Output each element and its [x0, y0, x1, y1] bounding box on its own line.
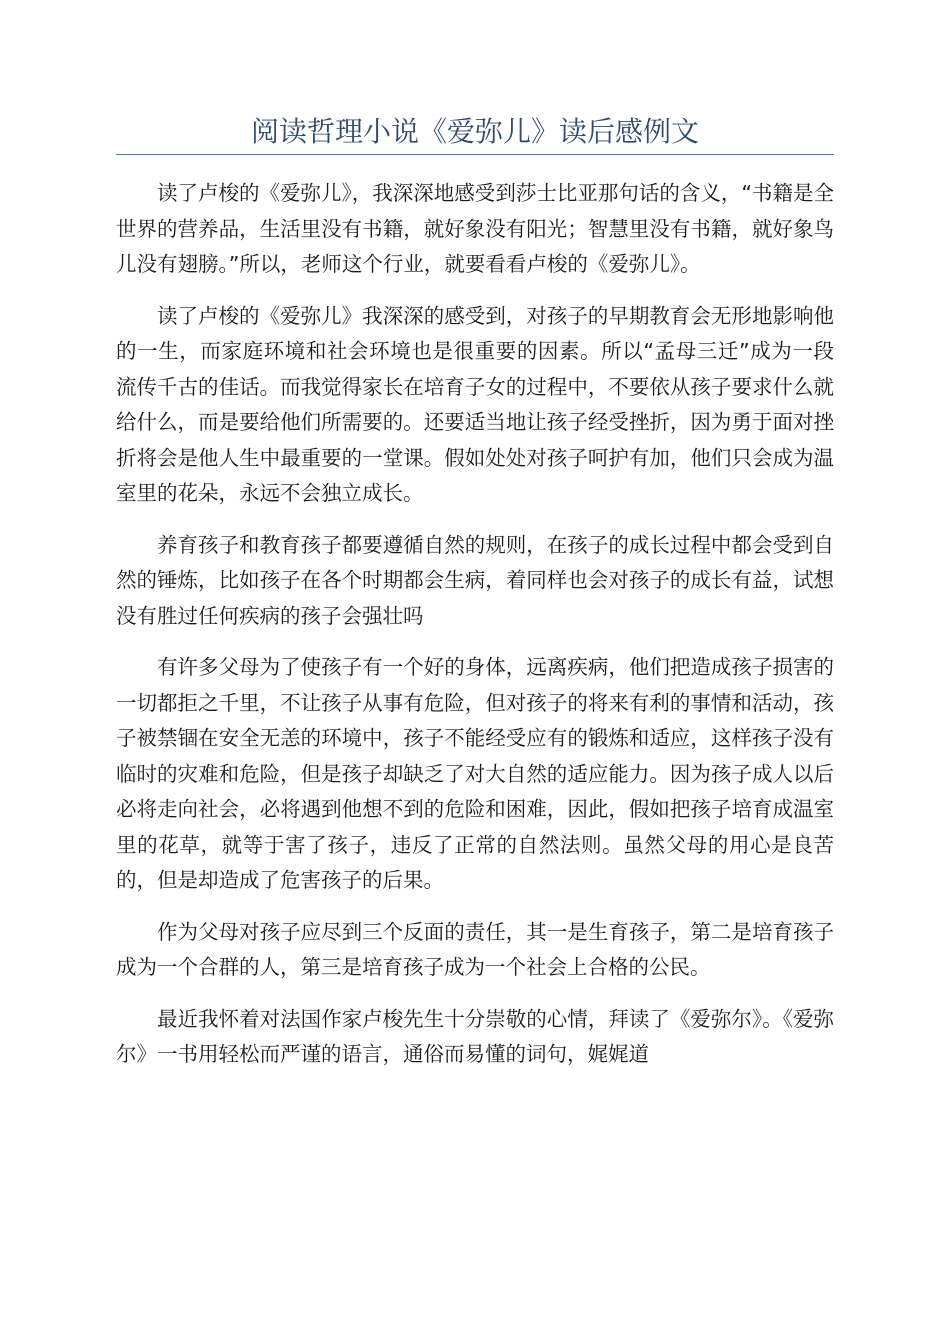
paragraph-2: 读了卢梭的《爱弥儿》我深深的感受到，对孩子的早期教育会无形地影响他的一生，而家庭环境和社会环境也是很重要的因素。所以“孟母三迁”成为一段流传千古的佳话。而我觉得家长在培育子女的过程中，不要依从孩子要求什么就给什么，而是要给他们所需要的。还要适当地让孩子经受挫折，因为勇于面对挫折将会是他人生中最重要的一堂课。假如处处对孩子呵护有加，他们只会成为温室里的花朵，永远不会独立成长。 [116, 303, 834, 505]
paragraph-1: 读了卢梭的《爱弥儿》，我深深地感受到莎士比亚那句话的含义，“书籍是全世界的营养品，生活里没有书籍，就好象没有阳光；智慧里没有书籍，就好象鸟儿没有翅膀。”所以，老师这个行业，就要看看卢梭的《爱弥儿》。 [116, 181, 834, 276]
paragraph-4: 有许多父母为了使孩子有一个好的身体，远离疾病，他们把造成孩子损害的一切都拒之千里，不让孩子从事有危险，但对孩子的将来有利的事情和活动，孩子被禁锢在安全无恙的环境中，孩子不能经受应有的锻炼和适应，这样孩子没有临时的灾难和危险，但是孩子却缺乏了对大自然的适应能力。因为孩子成人以后必将走向社会，必将遇到他想不到的危险和困难，因此，假如把孩子培育成温室里的花草，就等于害了孩子，违反了正常的自然法则。虽然父母的用心是良苦的，但是却造成了危害孩子的后果。 [116, 655, 834, 892]
paragraph-5: 作为父母对孩子应尽到三个反面的责任，其一是生育孩子，第二是培育孩子成为一个合群的人，第三是培育孩子成为一个社会上合格的公民。 [116, 919, 834, 979]
paragraph-6: 最近我怀着对法国作家卢梭先生十分崇敬的心情，拜读了《爱弥尔》。《爱弥尔》一书用轻松而严谨的语言，通俗而易懂的词句，娓娓道 [116, 1006, 834, 1066]
paragraph-3: 养育孩子和教育孩子都要遵循自然的规则，在孩子的成长过程中都会受到自然的锤炼，比如孩子在各个时期都会生病，着同样也会对孩子的成长有益，试想没有胜过任何疾病的孩子会强壮吗 [116, 532, 834, 628]
document-title: 阅读哲理小说《爱弥儿》读后感例文 [250, 115, 699, 148]
document-body [116, 176, 834, 1089]
title-underline [116, 154, 834, 155]
